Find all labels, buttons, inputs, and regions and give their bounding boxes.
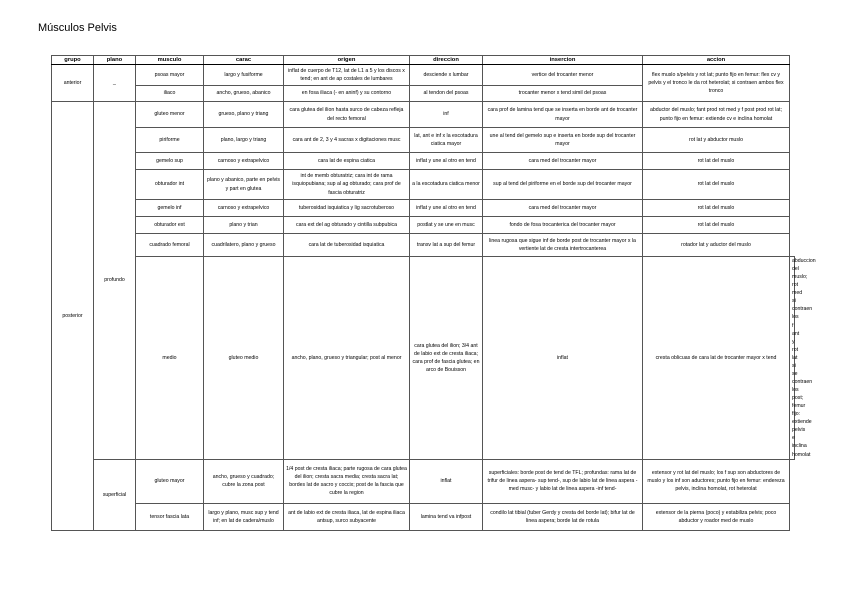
cell-direccion: postlat y se une en musc xyxy=(410,217,483,234)
cell-musculo: tensor fascia lata xyxy=(136,503,204,530)
cell-origen: en fosa iliaca (- en aninf) y su contorno xyxy=(284,86,410,102)
table-row xyxy=(52,217,795,234)
muscle-table xyxy=(51,55,816,531)
header-origen: origen xyxy=(284,56,410,65)
cell-carac: ancho, plano, grueso y triangular; post al menor xyxy=(284,257,410,460)
cell-origen: inflat de cuerpo de T12, lat de L1 a 5 y los discos x tend; en ant de ap costales de lumbares xyxy=(284,65,410,86)
cell-musculo: gemelo sup xyxy=(136,153,204,170)
cell-carac: grueso, plano y triang xyxy=(204,102,284,128)
table-row xyxy=(52,102,795,128)
cell-accion: rot lat del muslo xyxy=(643,153,790,170)
table-row xyxy=(52,459,795,503)
cell-accion: extensor de la pierna (poco) y estabiliza pelvis; poco abductor y roador med de muslo xyxy=(643,503,790,530)
table-row xyxy=(52,503,795,530)
cell-direccion: al tendon del psoas xyxy=(410,86,483,102)
cell-insercion: cara med del trocanter mayor xyxy=(483,153,643,170)
cell-musculo: obturador ext xyxy=(136,217,204,234)
cell-musculo: gemelo inf xyxy=(136,200,204,217)
cell-insercion: sup al tend del piriforme en el borde sup del trocanter mayor xyxy=(483,170,643,200)
cell-carac: ancho, grueso y cuadrado; cubre la zona post xyxy=(204,459,284,503)
cell-insercion: vertice del trocanter menor xyxy=(483,65,643,86)
cell-origen: cara glutea del ilion; 3/4 ant de labio ext de cresta iliaca; cara prof de fascia glutea; en arco de Bouisson xyxy=(410,257,483,460)
cell-carac: carnoso y extrapelvico xyxy=(204,153,284,170)
cell-carac: largo y fusiforme xyxy=(204,65,284,86)
cell-origen: cara lat de espina ciatica xyxy=(284,153,410,170)
table-row xyxy=(52,257,795,460)
table-row xyxy=(52,65,795,86)
cell-accion: abduccion del muslo; rot med si contraen los f ant y rot lat si se contraen los post; femur fijo: extiende pelvis e inclina homolat xyxy=(790,257,795,460)
group-anterior: anterior xyxy=(52,65,94,102)
table-row xyxy=(52,200,795,217)
cell-direccion: inflat xyxy=(410,459,483,503)
cell-direccion: lat, ant e inf x la escotadura ciatica mayor xyxy=(410,128,483,153)
cell-musculo: piriforme xyxy=(136,128,204,153)
cell-direccion: lamina tend va infpost xyxy=(410,503,483,530)
cell-insercion: fondo de fosa trocanterica del trocanter mayor xyxy=(483,217,643,234)
plano-superficial: superficial xyxy=(94,459,136,530)
cell-accion: abductor del muslo; fant prod rot med y f post prod rot lat; punto fijo en femur: extiende cv e inclina homolat xyxy=(643,102,790,128)
header-grupo: grupo xyxy=(52,56,94,65)
header-insercion: insercion xyxy=(483,56,643,65)
header-carac: carac xyxy=(204,56,284,65)
cell-accion: extensor y rot lat del muslo; los f sup son abductores de muslo y los inf son aductores; punto fijo en femur: endereza pelvis, inclina homolat, rot heterolat xyxy=(643,459,790,503)
cell-insercion: une al tend del gemelo sup e inserta en borde sup del trocanter mayor xyxy=(483,128,643,153)
table-row xyxy=(52,170,795,200)
plano-medio: medio xyxy=(136,257,204,460)
cell-direccion: inflat xyxy=(483,257,643,460)
page-title: Músculos Pelvis xyxy=(38,22,117,34)
cell-accion: flex muslo s/pelvis y rot lat; punto fijo en femur: flex cv y pelvis y el tronco le da rot heterolat; si contraen ambos flex tronco xyxy=(643,65,790,102)
cell-direccion: a la escotadura ciatica menor xyxy=(410,170,483,200)
cell-musculo: gluteo medio xyxy=(204,257,284,460)
header-direccion: direccion xyxy=(410,56,483,65)
cell-accion: rotador lat y aductor del muslo xyxy=(643,234,790,257)
cell-musculo: obturador int xyxy=(136,170,204,200)
group-posterior: posterior xyxy=(52,102,94,531)
cell-origen: int de memb obturatriz; cara int de rama isquiopubiana; sup al ag obturado; cara prof de fascia obturatriz xyxy=(284,170,410,200)
table-row xyxy=(52,128,795,153)
cell-carac: plano y trian xyxy=(204,217,284,234)
cell-direccion: inf xyxy=(410,102,483,128)
cell-insercion: condilo lat tibial (tuber Gerdy y cresta del borde lat); bifur lat de linea aspera; borde lat de rotula xyxy=(483,503,643,530)
cell-carac: carnoso y extrapelvico xyxy=(204,200,284,217)
cell-accion: rot lat y abductor muslo xyxy=(643,128,790,153)
cell-insercion: cara prof de lamina tend que se inserta en borde ant de trocanter mayor xyxy=(483,102,643,128)
cell-musculo: gluteo mayor xyxy=(136,459,204,503)
cell-insercion: linea rugosa que sigue inf de borde post de trocanter mayor x la vertiente lat de cresta intertrocanterea xyxy=(483,234,643,257)
header-row xyxy=(52,56,795,65)
cell-direccion: desciende x lumbar xyxy=(410,65,483,86)
cell-direccion: inflat y une al otro en tend xyxy=(410,200,483,217)
header-musculo: musculo xyxy=(136,56,204,65)
cell-origen: 1/4 post de cresta iliaca; parte rugosa de cara glutea del ilion; cresta sacra media; cresta sacra lat; bordes lat de sacro y coccix; post de la fascia que cubre la region xyxy=(284,459,410,503)
cell-direccion: transv lat a sup del femur xyxy=(410,234,483,257)
cell-musculo: gluteo menor xyxy=(136,102,204,128)
cell-musculo: iliaco xyxy=(136,86,204,102)
cell-origen: ant de labio ext de cresta iliaca, lat de espina iliaca antsup, surco subyacente xyxy=(284,503,410,530)
table-row xyxy=(52,234,795,257)
cell-carac: plano, largo y triang xyxy=(204,128,284,153)
cell-musculo: psoas mayor xyxy=(136,65,204,86)
cell-insercion: cresta oblicuas de cara lat de trocanter mayor x tend xyxy=(643,257,790,460)
header-accion: accion xyxy=(643,56,790,65)
cell-origen: cara lat de tuberosidad isquiatica xyxy=(284,234,410,257)
table-row xyxy=(52,153,795,170)
cell-origen: cara ant de 2, 3 y 4 sacras x digitaciones musc xyxy=(284,128,410,153)
plano-anterior: _ xyxy=(94,65,136,102)
cell-carac: plano y abanico, parte en pelvis y part en glutea xyxy=(204,170,284,200)
cell-carac: ancho, grueso, abanico xyxy=(204,86,284,102)
cell-carac: largo y plano, musc sup y tend inf; en lat de cadera/muslo xyxy=(204,503,284,530)
cell-origen: cara glutea del ilion hasta surco de cabeza refleja del recto femoral xyxy=(284,102,410,128)
cell-carac: cuadrilatero, plano y grueso xyxy=(204,234,284,257)
cell-musculo: cuadrado femoral xyxy=(136,234,204,257)
plano-profundo: profundo xyxy=(94,102,136,460)
cell-accion: rot lat del muslo xyxy=(643,200,790,217)
cell-accion: rot lat del muslo xyxy=(643,217,790,234)
cell-accion: rot lat del muslo xyxy=(643,170,790,200)
cell-direccion: inflat y une al otro en tend xyxy=(410,153,483,170)
cell-insercion: superficiales: borde post de tend de TFL; profundas: rama lat de trifur de linea aspera- sup tend-, sup de labio lat de linea aspera -med musc- y labio lat de linea aspera -inf tend- xyxy=(483,459,643,503)
cell-insercion: cara med del trocanter mayor xyxy=(483,200,643,217)
cell-origen: cara ext del ag obturado y cintilla subpubica xyxy=(284,217,410,234)
cell-origen: tuberosidad isquiatica y lig sacrotuberoso xyxy=(284,200,410,217)
cell-insercion: trocanter menor x tend simil del psoas xyxy=(483,86,643,102)
header-plano: plano xyxy=(94,56,136,65)
